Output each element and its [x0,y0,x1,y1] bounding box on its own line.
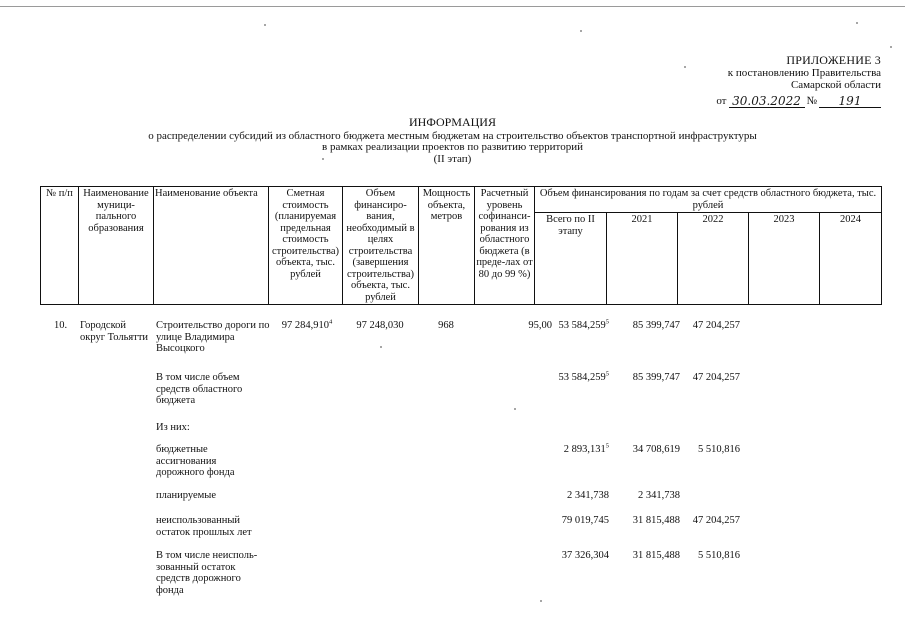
list-item [40,550,882,610]
col-capacity: Мощность объекта, метров [419,187,475,305]
row-municipality: Городской округ Тольятти [80,320,149,343]
heading-title: ИНФОРМАЦИЯ [409,115,496,129]
subrow-total: 2 341,738 [567,490,609,501]
appendix-block [716,54,881,108]
document-heading [0,117,905,165]
col-municipality: Наименование муници-пального образования [79,187,154,305]
heading-line2: в рамках реализации проектов по развитию территорий [322,141,583,153]
row-volume: 97 248,030 [356,320,404,331]
funding-table-body [40,320,882,610]
subrow-2021: 31 815,488 [632,515,680,526]
funding-table-header [40,186,882,305]
col-2023: 2023 [749,213,820,305]
scan-speck [380,346,382,348]
col-object: Наименование объекта [154,187,269,305]
subrow-2022: 5 510,816 [698,444,740,455]
col-2024: 2024 [820,213,882,305]
row-capacity: 968 [438,320,454,331]
scan-speck [856,22,858,24]
subrow-label: бюджетные ассигнования дорожного фонда [156,444,235,478]
decree-date: 30.03.2022 [729,95,805,108]
row-no: 10. [54,320,68,331]
subrow-2021: 85 399,747 [632,372,680,383]
appendix-title: ПРИЛОЖЕНИЕ 3 [786,53,881,67]
decree-date-number [716,95,881,108]
list-item [40,422,882,444]
appendix-line1: к постановлению Правительства [727,66,881,79]
scan-speck [322,158,324,160]
row-cost: 97 284,910$^4$ [281,318,333,331]
subrow-2021: 2 341,738 [638,490,680,501]
list-item [40,490,882,515]
scan-speck [580,30,582,32]
scan-speck [264,24,266,26]
subrow-label: планируемые [156,490,217,501]
row-2022: 47 204,257 [692,320,740,331]
scan-speck [684,66,686,68]
subrow-label: В том числе неисполь-зованный остаток средств дорожного фонда [156,550,258,596]
row-2021: 85 399,747 [632,320,680,331]
scan-speck [540,600,542,602]
table-row [40,320,882,372]
scan-speck [514,408,516,410]
col-funding: Объем финансирования по годам за счет средств областного бюджета, тыс. рублей [535,187,882,213]
subrow-2021: 34 708,619 [632,444,680,455]
subrow-label: В том числе объем средств областного бюджета [156,372,243,406]
subrow-2022: 47 204,257 [692,515,740,526]
appendix-line2: Самарской области [790,79,881,91]
col-cost: Сметная стоимость (планируемая предельная стоимость строительства) объекта, тыс. рублей [269,187,343,305]
list-item [40,444,882,490]
from-label: от [716,95,727,107]
page-top-border [0,6,905,7]
heading-line1: о распределении субсидий из областного бюджета местным бюджетам на строительство объектов транспортной инфраструктуры [148,129,757,142]
col-total: Всего по II этапу [535,213,607,305]
subrow-total: 2 893,131$^5$ [563,442,609,455]
col-volume: Объем финансиро-вания, необходимый в целях строительства (завершения строительства) объекта, тыс. рублей [343,187,419,305]
col-level: Расчетный уровень софинанси-рования из областного бюджета (в преде-лах от 80 до 99 %) [475,187,535,305]
subrow-2022: 5 510,816 [698,550,740,561]
list-item [40,372,882,422]
col-no: № п/п [41,187,79,305]
subrow-2021: 31 815,488 [632,550,680,561]
subrow-label: неиспользованный остаток прошлых лет [156,515,252,538]
decree-number: 191 [819,95,881,108]
subrow-total: 37 326,304 [561,550,609,561]
col-2021: 2021 [607,213,678,305]
list-item [40,515,882,550]
heading-stage: (II этап) [433,152,472,165]
subrow-total: 53 584,259$^5$ [558,370,609,383]
row-object: Строительство дороги по улице Владимира Высоцкого [156,320,270,354]
subrow-total: 79 019,745 [561,515,609,526]
scan-speck [890,46,892,48]
row-total: 53 584,259$^5$ [558,318,609,331]
row-level: 95,00 [528,320,552,331]
subrow-2022: 47 204,257 [692,372,740,383]
subrow-label: Из них: [156,422,190,433]
col-2022: 2022 [678,213,749,305]
number-label: № [806,95,817,107]
